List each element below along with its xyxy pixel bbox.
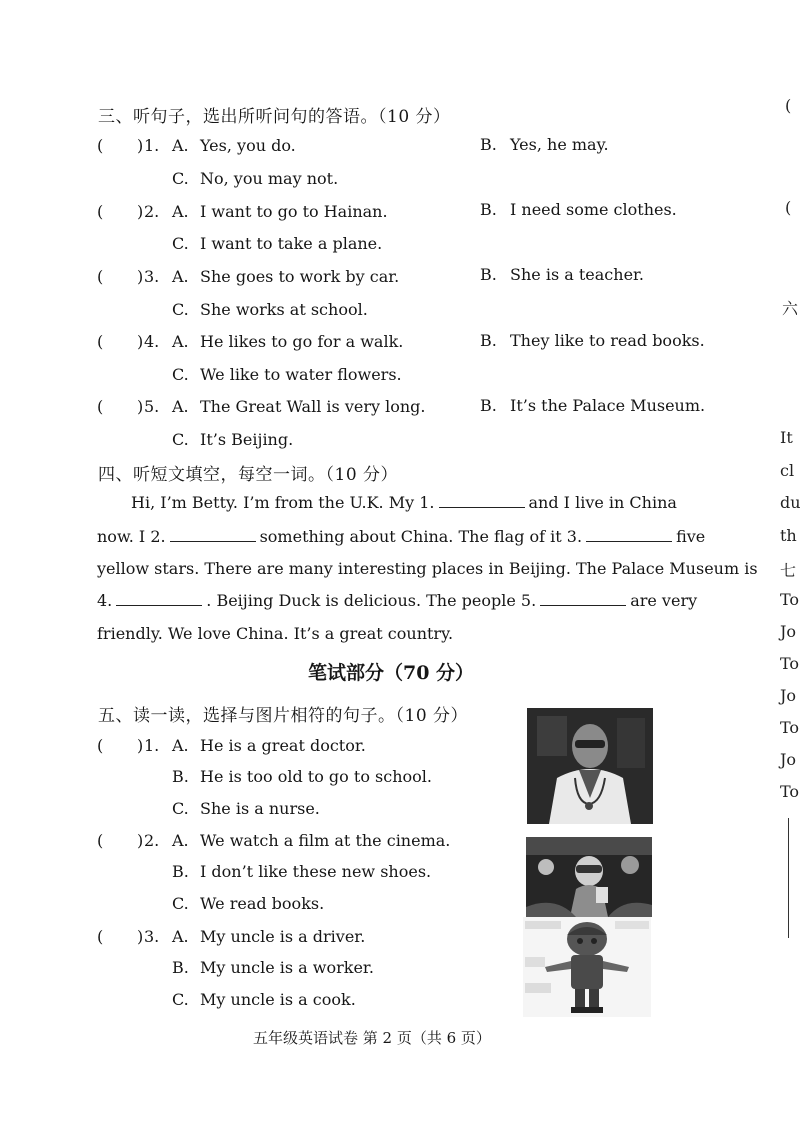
fill-blank-1[interactable] (439, 493, 525, 508)
answer-paren-open[interactable]: ( (97, 332, 104, 351)
option-c: I want to take a plane. (200, 234, 383, 253)
answer-paren-open[interactable]: ( (97, 736, 104, 755)
edge-text: Jo (780, 622, 797, 641)
answer-paren-close: ) (137, 202, 144, 221)
option-letter: A. (172, 736, 189, 755)
passage-line-4 (97, 591, 697, 610)
option-letter: C. (172, 365, 189, 384)
answer-paren-close: ) (137, 736, 144, 755)
edge-text: 七 (780, 561, 797, 580)
option-letter: B. (480, 200, 497, 219)
answer-paren-close: ) (137, 332, 144, 351)
edge-text: To (780, 654, 800, 673)
option-letter: C. (172, 234, 189, 253)
fill-blank-2[interactable] (170, 527, 256, 542)
option-letter: B. (172, 958, 189, 977)
edge-text: 六 (782, 299, 799, 318)
option-letter: A. (172, 202, 189, 221)
passage-text: 4. (97, 591, 113, 610)
option-a: Yes, you do. (200, 136, 296, 155)
option-a: He is a great doctor. (200, 736, 366, 755)
option-letter: C. (172, 799, 189, 818)
worker-picture (523, 917, 651, 1017)
answer-paren-close: ) (137, 136, 144, 155)
passage-text: now. I 2. (97, 527, 166, 546)
doctor-picture (527, 708, 653, 824)
option-b: He is too old to go to school. (200, 767, 432, 786)
option-c: She works at school. (200, 300, 368, 319)
fill-blank-3[interactable] (586, 527, 672, 542)
option-letter: C. (172, 430, 189, 449)
option-letter: C. (172, 300, 189, 319)
question-number: 5. (144, 397, 160, 416)
section4-heading: 四、听短文填空，每空一词。（10 分） (98, 465, 399, 485)
option-c: We read books. (200, 894, 325, 913)
answer-paren-open[interactable]: ( (97, 831, 104, 850)
fill-blank-4[interactable] (116, 591, 202, 606)
section3-heading: 三、听句子，选出所听问句的答语。（10 分） (98, 107, 451, 127)
question-number: 1. (144, 136, 160, 155)
option-b: I don’t like these new shoes. (200, 862, 432, 881)
passage-text: and I live in China (528, 493, 677, 512)
option-letter: C. (172, 990, 189, 1009)
answer-paren-close: ) (137, 267, 144, 286)
answer-paren-open[interactable]: ( (97, 202, 104, 221)
question-number: 1. (144, 736, 160, 755)
edge-text: To (780, 718, 800, 737)
edge-box-border (788, 818, 795, 938)
passage-line-5: friendly. We love China. It’s a great country. (97, 624, 454, 643)
answer-paren-close: ) (137, 831, 144, 850)
option-letter: B. (172, 862, 189, 881)
option-letter: C. (172, 894, 189, 913)
edge-text: To (780, 782, 800, 801)
option-letter: A. (172, 267, 189, 286)
passage-line-2 (97, 527, 705, 546)
option-letter: B. (480, 265, 497, 284)
question-number: 4. (144, 332, 160, 351)
edge-text: cl (780, 461, 795, 480)
option-a: My uncle is a driver. (200, 927, 366, 946)
passage-text: five (676, 527, 706, 546)
passage-text: Hi, I’m Betty. I’m from the U.K. My 1. (131, 493, 435, 512)
option-b: Yes, he may. (510, 135, 609, 154)
edge-text: To (780, 590, 800, 609)
option-a: He likes to go for a walk. (200, 332, 404, 351)
option-b: I need some clothes. (510, 200, 677, 219)
option-letter: A. (172, 397, 189, 416)
written-part-title: 笔试部分（70 分） (308, 662, 475, 684)
option-b: It’s the Palace Museum. (510, 396, 706, 415)
answer-paren-open[interactable]: ( (97, 267, 104, 286)
passage-line-1 (131, 493, 677, 512)
question-number: 3. (144, 927, 160, 946)
option-a: She goes to work by car. (200, 267, 400, 286)
option-c: It’s Beijing. (200, 430, 294, 449)
passage-text: are very (630, 591, 698, 610)
cinema-picture (526, 837, 652, 917)
option-a: We watch a film at the cinema. (200, 831, 451, 850)
option-letter: C. (172, 169, 189, 188)
option-letter: B. (172, 767, 189, 786)
question-number: 2. (144, 831, 160, 850)
option-letter: B. (480, 135, 497, 154)
answer-paren-open[interactable]: ( (97, 927, 104, 946)
option-a: I want to go to Hainan. (200, 202, 388, 221)
option-letter: B. (480, 396, 497, 415)
option-c: We like to water flowers. (200, 365, 402, 384)
edge-text: ( (785, 198, 792, 217)
section5-heading: 五、读一读，选择与图片相符的句子。（10 分） (98, 706, 469, 726)
passage-text: something about China. The flag of it 3. (259, 527, 583, 546)
edge-text: th (780, 526, 797, 545)
question-number: 2. (144, 202, 160, 221)
answer-paren-open[interactable]: ( (97, 136, 104, 155)
option-c: No, you may not. (200, 169, 339, 188)
option-letter: B. (480, 331, 497, 350)
answer-paren-close: ) (137, 927, 144, 946)
fill-blank-5[interactable] (540, 591, 626, 606)
option-b: She is a teacher. (510, 265, 645, 284)
option-c: My uncle is a cook. (200, 990, 356, 1009)
passage-text: . Beijing Duck is delicious. The people 5. (206, 591, 537, 610)
option-a: The Great Wall is very long. (200, 397, 426, 416)
option-letter: A. (172, 831, 189, 850)
option-letter: A. (172, 332, 189, 351)
answer-paren-open[interactable]: ( (97, 397, 104, 416)
option-b: They like to read books. (510, 331, 705, 350)
option-letter: A. (172, 927, 189, 946)
edge-text: ( (785, 96, 792, 115)
edge-text: It (780, 428, 793, 447)
passage-line-3: yellow stars. There are many interesting places in Beijing. The Palace Museum is (97, 559, 758, 578)
page-footer: 五年级英语试卷 第 2 页（共 6 页） (253, 1029, 491, 1047)
question-number: 3. (144, 267, 160, 286)
edge-text: Jo (780, 686, 797, 705)
edge-text: Jo (780, 750, 797, 769)
answer-paren-close: ) (137, 397, 144, 416)
edge-text: du (780, 493, 801, 512)
option-letter: A. (172, 136, 189, 155)
option-b: My uncle is a worker. (200, 958, 374, 977)
option-c: She is a nurse. (200, 799, 320, 818)
